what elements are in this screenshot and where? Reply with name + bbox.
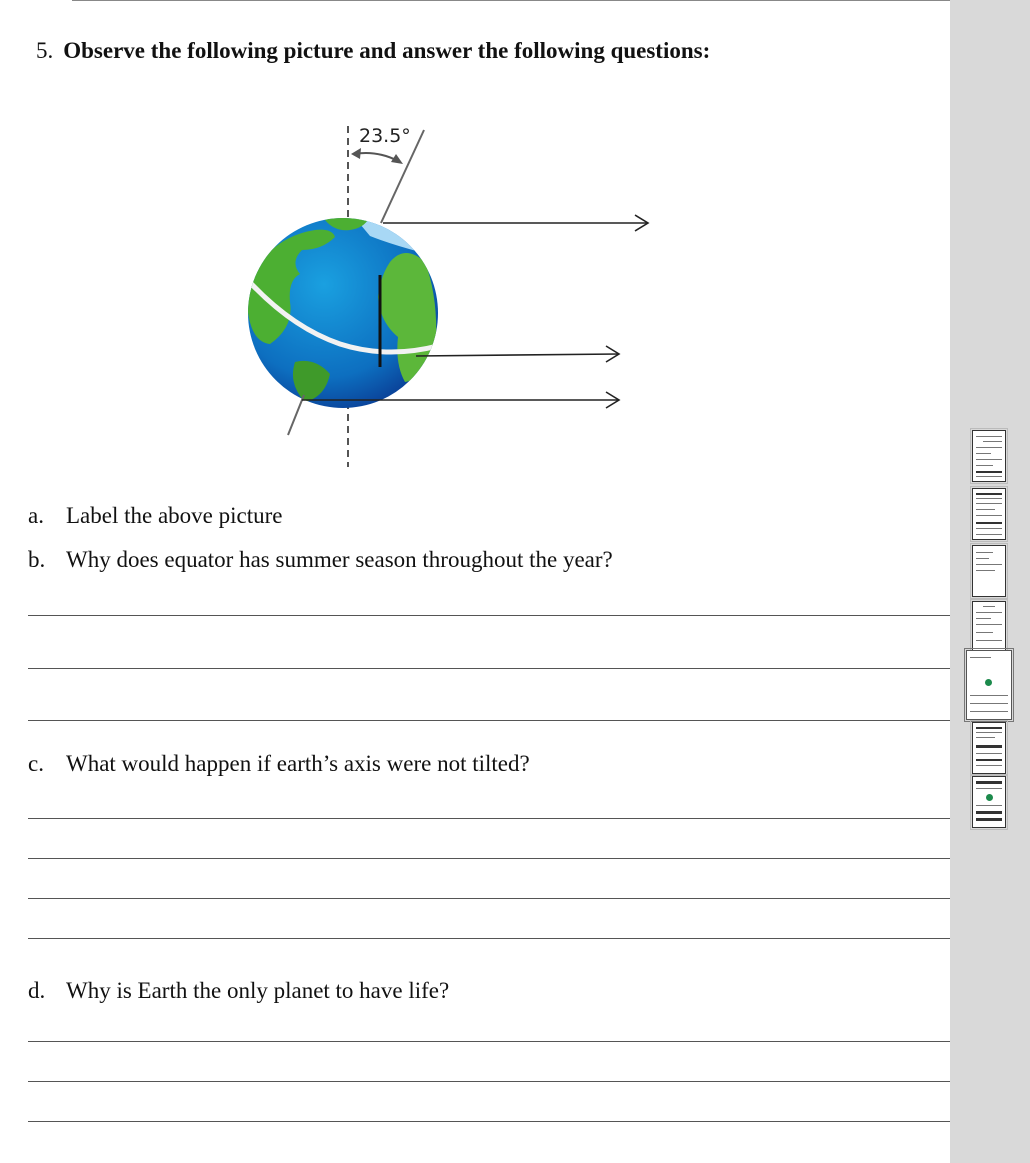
question-d-text: Why is Earth the only planet to have life? (66, 978, 450, 1003)
question-a (28, 503, 282, 529)
tilt-angle-label: 23.5° (359, 125, 411, 147)
question-b-text: Why does equator has summer season throughout the year? (66, 547, 613, 572)
answer-line-d-3[interactable] (28, 1121, 1030, 1122)
label-arrow-2 (416, 354, 619, 356)
question-number: 5. (36, 38, 54, 63)
page-thumbnail-7[interactable] (972, 776, 1006, 828)
page-thumbnail-6[interactable] (972, 722, 1006, 774)
question-c-text: What would happen if earth’s axis were not tilted? (66, 751, 530, 776)
question-a-letter: a. (28, 503, 44, 528)
page-thumbnail-3[interactable] (972, 545, 1006, 597)
answer-line-d-1[interactable] (28, 1041, 1030, 1042)
answer-line-c-3[interactable] (28, 898, 1030, 899)
question-b (28, 547, 613, 573)
question-c-letter: c. (28, 751, 44, 776)
angle-arc-head-left (351, 148, 361, 159)
question-a-text: Label the above picture (66, 503, 283, 528)
tilted-axis-bottom (288, 395, 304, 435)
answer-line-b-3[interactable] (28, 720, 1030, 721)
question-d (28, 978, 449, 1004)
answer-line-c-2[interactable] (28, 858, 1030, 859)
page-thumbnail-4[interactable] (972, 601, 1006, 653)
globe (245, 212, 445, 408)
question-b-letter: b. (28, 547, 46, 572)
page-thumbnail-1[interactable] (972, 430, 1006, 482)
question-text: Observe the following picture and answer the following questions: (63, 38, 711, 63)
answer-line-b-2[interactable] (28, 668, 1030, 669)
answer-line-c-1[interactable] (28, 818, 1030, 819)
page-thumbnail-sidebar (950, 0, 1030, 1163)
page-thumbnail-2[interactable] (972, 488, 1006, 540)
question-c (28, 751, 530, 777)
question-5-title (36, 38, 710, 64)
earth-tilt-diagram (230, 112, 670, 472)
top-rule (72, 0, 950, 1)
answer-line-d-2[interactable] (28, 1081, 1030, 1082)
answer-line-b-1[interactable] (28, 615, 1030, 616)
answer-line-c-4[interactable] (28, 938, 1030, 939)
page-thumbnail-5-current[interactable] (966, 650, 1012, 720)
question-d-letter: d. (28, 978, 46, 1003)
